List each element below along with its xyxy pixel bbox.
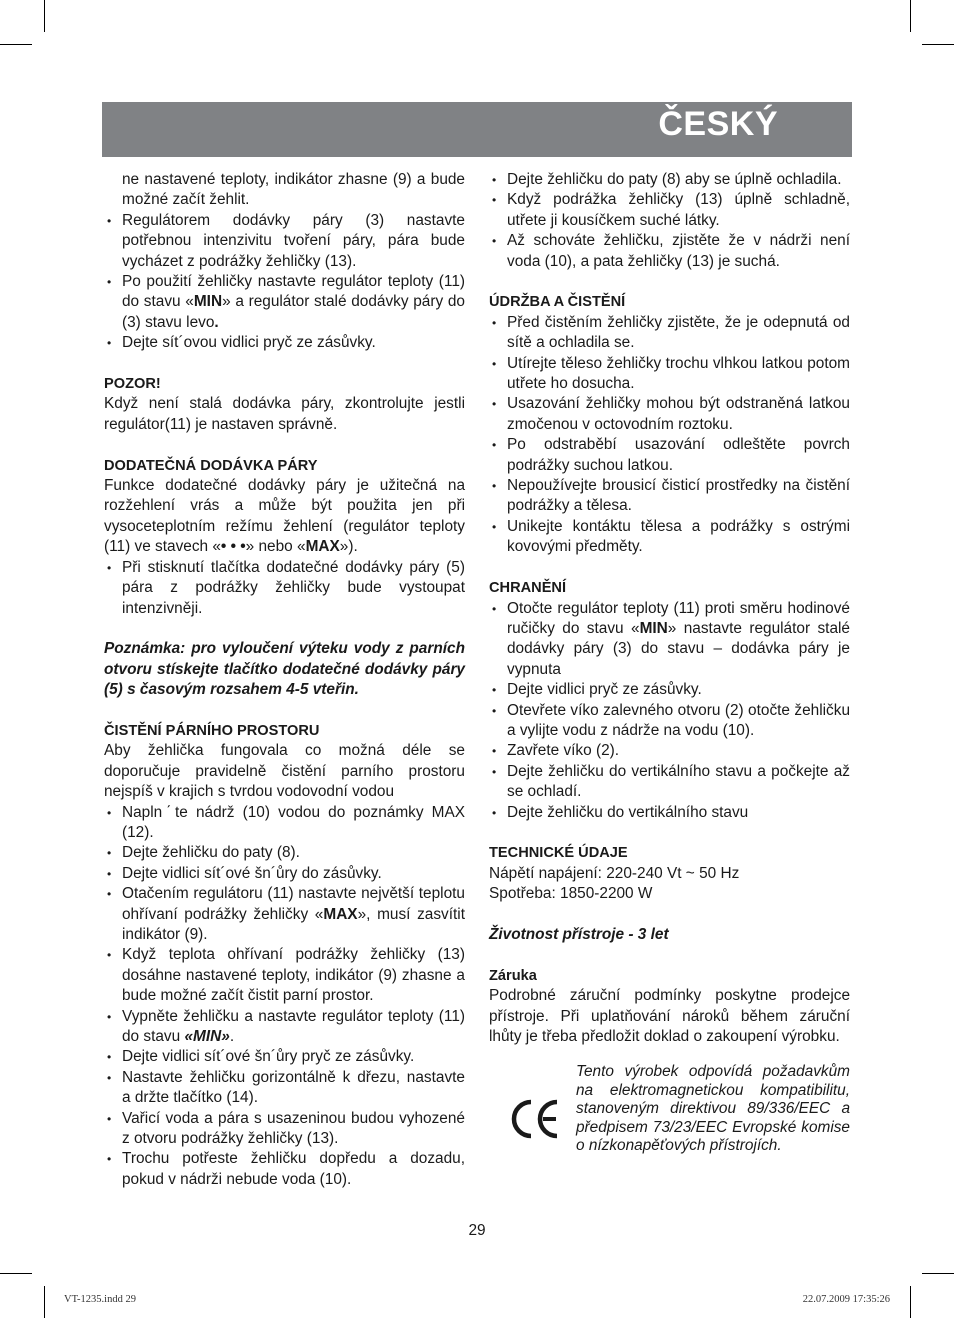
ce-conformity-block bbox=[489, 1063, 850, 1179]
warning-section bbox=[104, 374, 465, 435]
list-item: • Dejte žehličku do paty (8) aby se úplně ochladila. bbox=[489, 170, 850, 190]
item-text: Vypněte žehličku a nastavte regulátor teploty (11) do stavu bbox=[122, 1007, 465, 1045]
min-setting: MIN bbox=[639, 619, 668, 637]
list-item: • Když podrážka žehličky (13) úplně schladně, utřete ji kousíčkem suché látky. bbox=[489, 190, 850, 231]
max-setting: MAX bbox=[305, 538, 340, 556]
section-heading: ÚDRŽBA A ČISTĚNÍ bbox=[489, 294, 626, 311]
list-item: • Usazování žehličky mohou být odstraněná latkou zmočenou v octovodním roztoku. bbox=[489, 394, 850, 435]
bullet-list bbox=[489, 170, 850, 272]
max-setting: MAX bbox=[323, 905, 358, 923]
crop-mark bbox=[0, 1273, 32, 1274]
maintenance-section bbox=[489, 292, 850, 557]
continuation-text: ne nastavené teploty, indikátor zhasne (9) a bude možné začít žehlit. bbox=[122, 171, 465, 209]
list-item: • Až schováte žehličku, zjistěte že v nádrži není voda (10), a pata žehličky (13) je suchá. bbox=[489, 231, 850, 272]
right-column bbox=[489, 170, 850, 1179]
crop-mark bbox=[922, 1273, 954, 1274]
left-column bbox=[104, 170, 465, 1190]
list-item: • Dejte žehličku do paty (8). bbox=[104, 843, 465, 863]
section-heading: POZOR! bbox=[104, 376, 161, 393]
ce-mark-icon bbox=[509, 1099, 561, 1139]
item-text: Otačením regulátoru (11) nastavte největší teplotu ohřívaní podrážky žehličky « bbox=[122, 885, 465, 923]
extra-steam-section bbox=[104, 456, 465, 619]
crop-mark bbox=[922, 44, 954, 45]
crop-mark bbox=[0, 44, 32, 45]
list-item: • Otevřete víko zalevného otvoru (2) otočte žehličku a vylijte vodu z nádrže na vodu (10). bbox=[489, 701, 850, 742]
list-item: • Dejte vidlici sít´ové šn´ůry pryč ze zásůvky. bbox=[104, 1047, 465, 1067]
list-item: • Při stisknutí tlačítka dodatečné dodávky páry (5) pára z podrážky žehličky bude vystoupat intenzivněji. bbox=[104, 558, 465, 619]
list-item: • Vařicí voda a pára s usazeninou budou vyhozené z otvoru podrážky žehličky (13). bbox=[104, 1109, 465, 1150]
section-text: Když není stalá dodávka páry, zkontrolujte jestli regulátor(11) je nastaven správně. bbox=[104, 395, 465, 433]
bullet-list bbox=[489, 313, 850, 558]
bullet-list bbox=[104, 803, 465, 1191]
list-item: • Když teplota ohřívaní podrážky žehličky (13) dosáhne nastavené teploty, indikátor (9) zhasne a bude možné začít čistit parní prostor. bbox=[104, 945, 465, 1006]
footer-timestamp: 22.07.2009 17:35:26 bbox=[802, 1294, 890, 1305]
list-item: • Po odstraběbí usazování odleštěte povrch podrážky suchou latkou. bbox=[489, 435, 850, 476]
section-text: Podrobné záruční podmínky poskytne prodejce přístroje. Při uplatňování nároků během záruční lhůty je třeba předložit doklad o zakoupení výrobku. bbox=[489, 987, 850, 1045]
spec-voltage: Nápětí napájení: 220-240 Vt ~ 50 Hz bbox=[489, 864, 740, 882]
min-setting: MIN bbox=[193, 293, 223, 311]
section-heading: CHRANĚNÍ bbox=[489, 580, 567, 597]
list-item: • Dejte vidlici sít´ové šn´ůry do zásůvky. bbox=[104, 864, 465, 884]
list-item: • Dejte vidlici pryč ze zásůvky. bbox=[489, 680, 850, 700]
specs-section bbox=[489, 843, 850, 904]
storage-section bbox=[489, 578, 850, 823]
period: . bbox=[214, 313, 219, 331]
section-heading: TECHNICKÉ ÚDAJE bbox=[489, 845, 628, 862]
text-part: » nebo « bbox=[245, 538, 306, 556]
dots-setting: • • • bbox=[220, 538, 246, 556]
item-text: », musí zasvítit indikátor (9). bbox=[122, 905, 465, 943]
warranty-section bbox=[489, 966, 850, 1048]
item-text: Otočte regulátor teploty (11) proti směru hodinové ručičky do stavu « bbox=[507, 599, 850, 637]
list-item bbox=[104, 272, 465, 333]
section-heading: DODATEČNÁ DODÁVKA PÁRY bbox=[104, 457, 318, 474]
list-item: • Trochu potřeste žehličku dopředu a dozadu, pokud v nádrži nebude voda (10). bbox=[104, 1149, 465, 1190]
section-text: Aby žehlička fungovala co možná déle se doporučuje pravidelně čistění parního prostoru nejspíš v krajich s tvrdou vodovodní vodou bbox=[104, 742, 465, 801]
crop-mark bbox=[44, 1286, 45, 1318]
list-item: • Dejte žehličku do vertikálního stavu bbox=[489, 803, 850, 823]
list-item: • Dejte žehličku do vertikálního stavu a počkejte až se ochladí. bbox=[489, 762, 850, 803]
language-header-bar bbox=[102, 102, 852, 157]
section-heading: ČISTĚNÍ PÁRNÍHO PROSTORU bbox=[104, 722, 320, 739]
spec-power: Spotřeba: 1850-2200 W bbox=[489, 885, 653, 903]
list-item: • Dejte sít´ovou vidlici pryč ze zásůvky. bbox=[104, 333, 465, 353]
footer-file-info: VT-1235.indd 29 bbox=[64, 1294, 136, 1305]
note-text: Poznámka: pro vyloučení výteku vody z parních otvoru stískejte tlačítko dodatečné dodávky páry (5) s časovým rozsahem 4-5 vteřin. bbox=[104, 640, 465, 699]
cleaning-section bbox=[104, 721, 465, 1190]
ce-text: Tento výrobek odpovídá požadavkům na elektromagnetickou kompatibilitu, stanoveným direktivou 89/336/EEC a předpisem 73/23/EEC Evropské komise o nízkonapěťových přístrojích. bbox=[576, 1063, 850, 1155]
list-item: • Utírejte těleso žehličky trochu vlhkou latkou potom utřete ho dosucha. bbox=[489, 354, 850, 395]
text-part: Funkce dodatečné dodávky páry je užitečná na rozžehlení vrás a může být použita jen při vysoceteplotním režímu žehlení (regulátor teploty (11) ve stavech « bbox=[104, 477, 465, 556]
text-part: »). bbox=[339, 538, 358, 556]
section-heading: Záruka bbox=[489, 967, 537, 984]
crop-mark bbox=[910, 0, 911, 32]
list-item bbox=[489, 599, 850, 681]
bullet-list bbox=[489, 599, 850, 823]
item-text: . bbox=[229, 1028, 235, 1045]
list-item: • Naplnˊte nádrž (10) vodou do poznámky MAX (12). bbox=[104, 803, 465, 844]
list-item: • Nepoužívejte brousicí čisticí prostředky na čistění podrážky a tělesa. bbox=[489, 476, 850, 517]
list-item: • Unikejte kontáktu tělesa a podrážky s ostrými kovovými předměty. bbox=[489, 517, 850, 558]
lifetime-text: Životnost přístroje - 3 let bbox=[489, 925, 669, 943]
item-text: » a regulátor stalé dodávky páry do (3) stavu levo bbox=[122, 293, 465, 331]
list-item: • Nastavte žehličku gorizontálně k dřezu, nastavte a držte tlačítko (14). bbox=[104, 1068, 465, 1109]
section-text bbox=[104, 476, 465, 558]
list-item: • Zavřete víko (2). bbox=[489, 741, 850, 761]
list-item: • Regulátorem dodávky páry (3) nastavte potřebnou intenzivitu tvoření páry, pára bude vycházet z podrážky žehličky (13). bbox=[104, 211, 465, 272]
bullet-list bbox=[104, 558, 465, 619]
min-setting: «MIN» bbox=[184, 1028, 230, 1045]
item-text: Po použití žehličky nastavte regulátor teploty (11) do stavu « bbox=[122, 273, 465, 311]
list-item: • Před čistěním žehličky zjistěte, že je odepnutá od sítě a ochladila se. bbox=[489, 313, 850, 354]
language-title: ČESKÝ bbox=[658, 105, 778, 143]
crop-mark bbox=[44, 0, 45, 32]
page-number: 29 bbox=[468, 1222, 486, 1239]
item-text: » nastavte regulátor stalé dodávky páry (3) do stavu – dodávka páry je vypnuta bbox=[507, 619, 850, 678]
list-item bbox=[104, 884, 465, 945]
crop-mark bbox=[910, 1286, 911, 1318]
list-item bbox=[104, 1007, 465, 1048]
bullet-list bbox=[104, 211, 465, 354]
